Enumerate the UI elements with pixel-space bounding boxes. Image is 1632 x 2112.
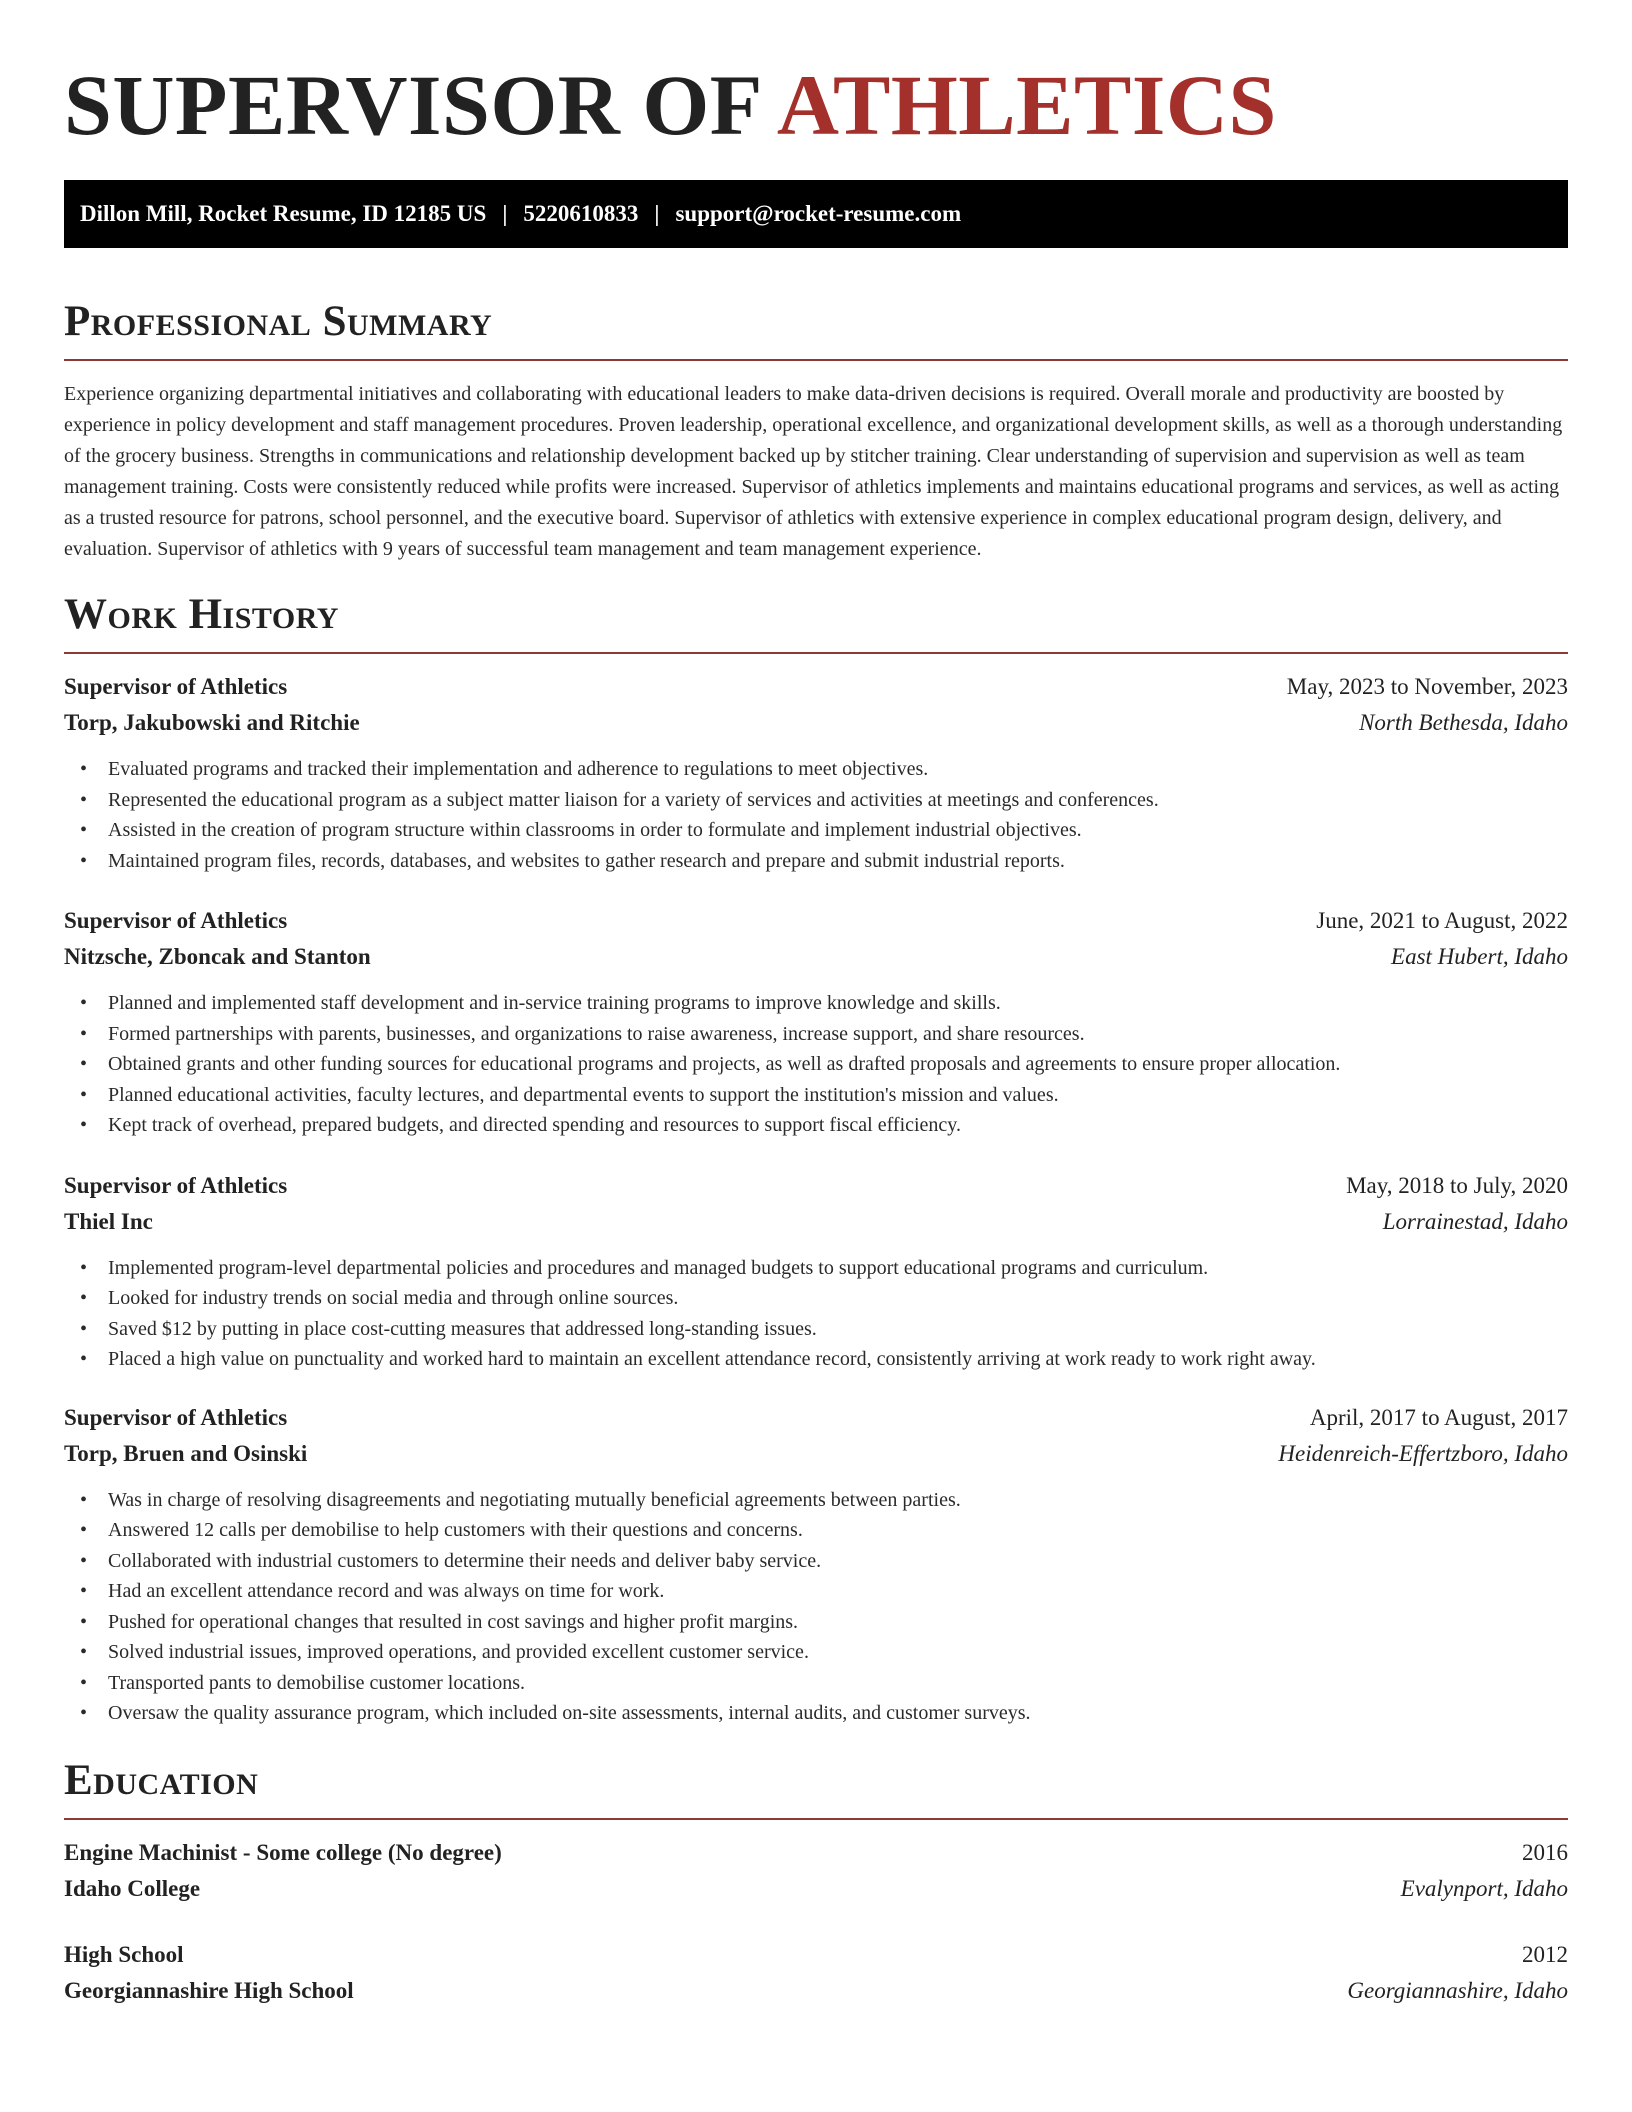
job-company-row: [64, 1209, 1568, 1235]
job-entry: [64, 1405, 1568, 1729]
contact-phone[interactable]: 5220610833: [523, 201, 639, 226]
job-company-row: [64, 1441, 1568, 1467]
job-bullet: • Oversaw the quality assurance program, which included on-site assessments, internal audits, and customer surveys.: [64, 1698, 1568, 1729]
job-company-row: [64, 944, 1568, 970]
education-school-row: [64, 1978, 1568, 2004]
job-bullet: • Placed a high value on punctuality and worked hard to maintain an excellent attendance record, consistently arriving at work ready to work right away.: [64, 1344, 1568, 1375]
job-header-row: [64, 908, 1568, 934]
section-divider: [64, 1818, 1568, 1820]
education-location: Evalynport, Idaho: [1400, 1875, 1568, 1901]
job-title: Supervisor of Athletics: [64, 674, 288, 699]
job-bullet-list: [64, 988, 1568, 1141]
resume-title: [64, 57, 1568, 154]
job-bullet: • Implemented program-level departmental policies and procedures and managed budgets to support educational programs and curriculum.: [64, 1253, 1568, 1284]
education-header-row: [64, 1840, 1568, 1866]
job-entry: [64, 1173, 1568, 1375]
job-bullet: • Collaborated with industrial customers to determine their needs and deliver baby service.: [64, 1546, 1568, 1577]
contact-bar: [64, 180, 1568, 248]
job-bullet-list: [64, 1485, 1568, 1729]
education-degree: Engine Machinist - Some college (No degree): [64, 1839, 502, 1865]
job-bullet: • Solved industrial issues, improved operations, and provided excellent customer service.: [64, 1637, 1568, 1668]
job-location: Heidenreich-Effertzboro, Idaho: [1278, 1440, 1568, 1466]
job-company: Thiel Inc: [64, 1208, 153, 1234]
education-school: Idaho College: [64, 1875, 201, 1901]
job-entry: [64, 674, 1568, 876]
job-bullet: • Kept track of overhead, prepared budgets, and directed spending and resources to support fiscal efficiency.: [64, 1110, 1568, 1141]
job-bullet: • Planned educational activities, faculty lectures, and departmental events to support the institution's mission and values.: [64, 1080, 1568, 1111]
job-bullet: • Saved $12 by putting in place cost-cutting measures that addressed long-standing issues.: [64, 1314, 1568, 1345]
education-entry: [64, 1840, 1568, 1902]
job-location: Lorrainestad, Idaho: [1382, 1208, 1568, 1234]
job-bullet: • Answered 12 calls per demobilise to help customers with their questions and concerns.: [64, 1515, 1568, 1546]
job-bullet-list: [64, 754, 1568, 876]
job-title: Supervisor of Athletics: [64, 1404, 288, 1430]
contact-separator: |: [502, 201, 508, 226]
title-part-2: ATHLETICS: [776, 57, 1277, 153]
job-company: Torp, Bruen and Osinski: [64, 1440, 308, 1466]
job-company: Nitzsche, Zboncak and Stanton: [64, 944, 371, 969]
job-dates: April, 2017 to August, 2017: [1309, 1404, 1568, 1430]
education-school-row: [64, 1876, 1568, 1902]
education-year: 2012: [1522, 1941, 1568, 1967]
job-bullet: • Had an excellent attendance record and was always on time for work.: [64, 1576, 1568, 1607]
contact-email[interactable]: support@rocket-resume.com: [675, 201, 962, 226]
section-divider: [64, 652, 1568, 654]
job-bullet-list: [64, 1253, 1568, 1375]
job-dates: May, 2023 to November, 2023: [1286, 674, 1568, 699]
job-bullet: • Transported pants to demobilise customer locations.: [64, 1668, 1568, 1699]
education-location: Georgiannashire, Idaho: [1347, 1977, 1568, 2003]
job-header-row: [64, 674, 1568, 700]
job-bullet: • Obtained grants and other funding sources for educational programs and projects, as well as drafted proposals and agreements to ensure proper allocation.: [64, 1049, 1568, 1080]
section-divider: [64, 359, 1568, 361]
education-year: 2016: [1522, 1839, 1568, 1865]
education-degree: High School: [64, 1941, 184, 1967]
job-bullet: • Formed partnerships with parents, businesses, and organizations to raise awareness, increase support, and share resources.: [64, 1019, 1568, 1050]
section-heading-work-history: Work History: [64, 591, 339, 638]
job-dates: May, 2018 to July, 2020: [1346, 1172, 1568, 1198]
job-bullet: • Evaluated programs and tracked their implementation and adherence to regulations to meet objectives.: [64, 754, 1568, 785]
job-company-row: [64, 710, 1568, 736]
job-bullet: • Pushed for operational changes that resulted in cost savings and higher profit margins.: [64, 1607, 1568, 1638]
job-dates: June, 2021 to August, 2022: [1316, 908, 1568, 933]
job-location: East Hubert, Idaho: [1391, 944, 1568, 969]
job-bullet: • Planned and implemented staff development and in-service training programs to improve knowledge and skills.: [64, 988, 1568, 1019]
job-company: Torp, Jakubowski and Ritchie: [64, 710, 360, 735]
education-header-row: [64, 1942, 1568, 1968]
education-school: Georgiannashire High School: [64, 1977, 354, 2003]
contact-separator: |: [654, 201, 660, 226]
job-header-row: [64, 1405, 1568, 1431]
job-entry: [64, 908, 1568, 1141]
title-part-1: SUPERVISOR OF: [64, 57, 760, 153]
job-bullet: • Assisted in the creation of program structure within classrooms in order to formulate and implement industrial objectives.: [64, 815, 1568, 846]
education-entry: [64, 1942, 1568, 2004]
job-bullet: • Looked for industry trends on social media and through online sources.: [64, 1283, 1568, 1314]
job-title: Supervisor of Athletics: [64, 1172, 288, 1198]
job-header-row: [64, 1173, 1568, 1199]
job-location: North Bethesda, Idaho: [1359, 710, 1568, 735]
job-bullet: • Maintained program files, records, databases, and websites to gather research and prepare and submit industrial reports.: [64, 846, 1568, 877]
job-bullet: • Was in charge of resolving disagreements and negotiating mutually beneficial agreements between parties.: [64, 1485, 1568, 1516]
section-heading-education: Education: [64, 1756, 259, 1804]
job-title: Supervisor of Athletics: [64, 908, 288, 933]
section-heading-summary: Professional Summary: [64, 298, 493, 345]
summary-text: Experience organizing departmental initiatives and collaborating with educational leaders to make data-driven decisions is required. Overall morale and productivity are boosted by experience in policy development and staff management procedures. Proven leadership, operational excellence, and organizational development skills, as well as a thorough understanding of the grocery business. Strengths in communications and relationship development backed up by stitcher training. Clear understanding of supervision and supervision as well as team management training. Costs were consistently reduced while profits were increased. Supervisor of athletics implements and maintains educational programs and services, as well as acting as a trusted resource for patrons, school personnel, and the executive board. Supervisor of athletics with extensive experience in complex educational program design, delivery, and evaluation. Supervisor of athletics with 9 years of successful team management and team management experience.: [64, 383, 1563, 560]
job-bullet: • Represented the educational program as a subject matter liaison for a variety of services and activities at meetings and conferences.: [64, 785, 1568, 816]
contact-address: Dillon Mill, Rocket Resume, ID 12185 US: [80, 201, 487, 226]
